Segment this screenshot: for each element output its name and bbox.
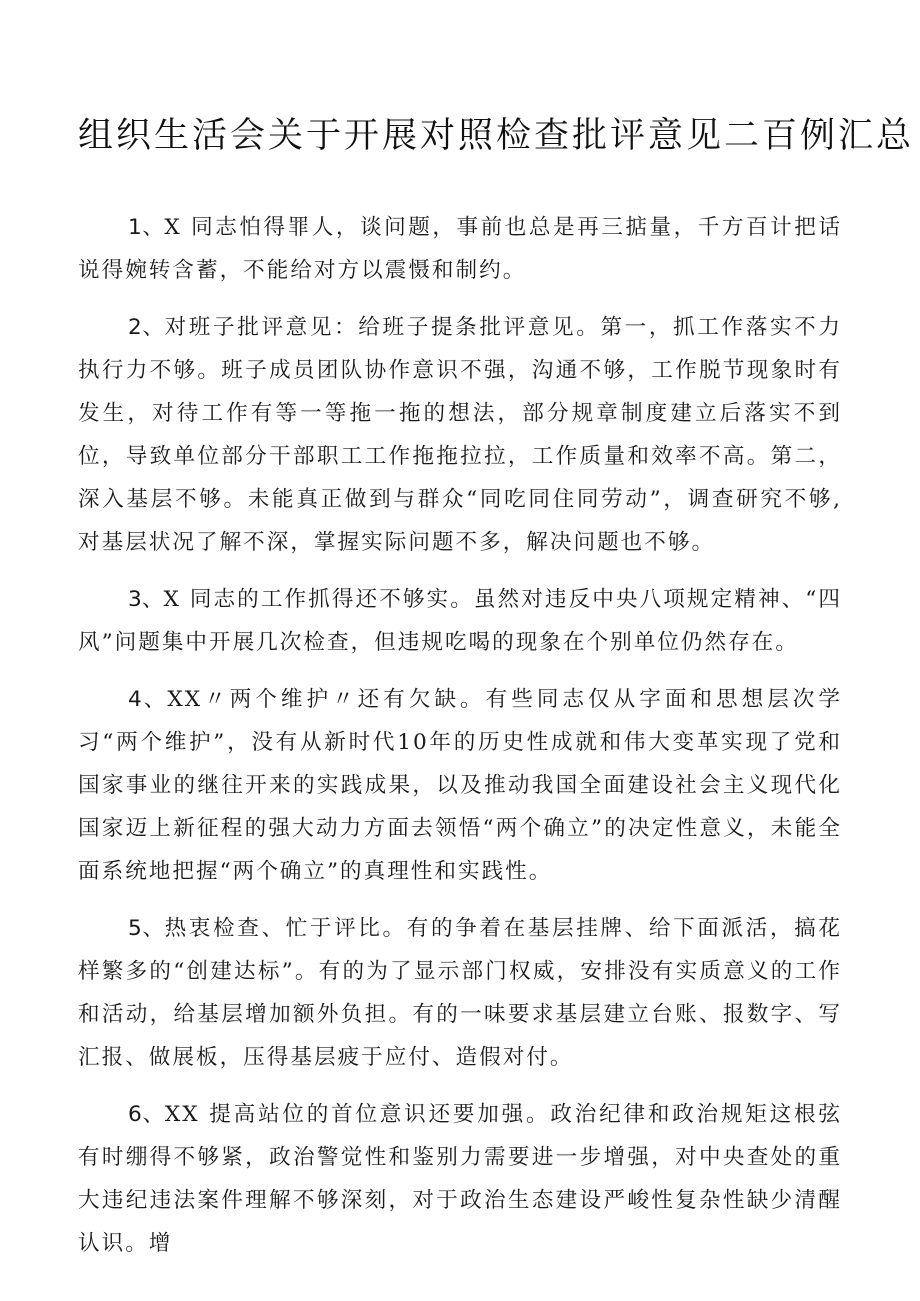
paragraph-2 (78, 306, 842, 564)
paragraph-text: XX〃两个维护〃还有欠缺。有些同志仅从字面和思想层次学习“两个维护”，没有从新时代10年的历史性成就和伟大变革实现了党和国家事业的继往开来的实践成果，以及推动我国全面建设社会主义现代化国家迈上新征程的强大动力方面去领悟“两个确立”的决定性意义，未能全面系统地把握“两个确立”的真理性和实践性。 (78, 687, 842, 884)
paragraph-number: 4、 (128, 687, 168, 712)
document-body (78, 206, 842, 1279)
paragraph-text: XX 提高站位的首位意识还要加强。政治纪律和政治规矩这根弦有时绷得不够紧，政治警觉性和鉴别力需要进一步增强，对中央查处的重大违纪违法案件理解不够深刻，对于政治生态建设严峻性复杂性缺少清醒认识。增 (78, 1102, 842, 1256)
paragraph-text: 对班子批评意见：给班子提条批评意见。第一，抓工作落实不力执行力不够。班子成员团队协作意识不强，沟通不够，工作脱节现象时有发生，对待工作有等一等拖一拖的想法，部分规章制度建立后落实不到位，导致单位部分干部职工工作拖拖拉拉，工作质量和效率不高。第二，深入基层不够。未能真正做到与群众“同吃同住同劳动”，调查研究不够,对基层状况了解不深，掌握实际问题不多，解决问题也不够。 (78, 315, 842, 555)
paragraph-number: 5、 (128, 916, 165, 941)
paragraph-1 (78, 206, 842, 292)
paragraph-number: 6、 (128, 1102, 165, 1127)
paragraph-number: 2、 (128, 315, 165, 340)
paragraph-4 (78, 678, 842, 893)
paragraph-text: X 同志怕得罪人，谈问题，事前也总是再三掂量，千方百计把话说得婉转含蓄，不能给对方以震慑和制约。 (78, 215, 842, 283)
paragraph-number: 1、 (128, 215, 165, 240)
paragraph-5 (78, 907, 842, 1079)
paragraph-text: 热衷检查、忙于评比。有的争着在基层挂牌、给下面派活，搞花样繁多的“创建达标”。有的为了显示部门权威，安排没有实质意义的工作和活动，给基层增加额外负担。有的一味要求基层建立台账、报数字、写汇报、做展板，压得基层疲于应付、造假对付。 (78, 916, 842, 1070)
paragraph-number: 3、 (128, 587, 164, 612)
paragraph-6 (78, 1093, 842, 1265)
paragraph-3 (78, 578, 842, 664)
paragraph-text: X 同志的工作抓得还不够实。虽然对违反中央八项规定精神、“四风”问题集中开展几次检查，但违规吃喝的现象在个别单位仍然存在。 (78, 587, 842, 655)
document-title: 组织生活会关于开展对照检查批评意见二百例汇总 (78, 116, 915, 156)
